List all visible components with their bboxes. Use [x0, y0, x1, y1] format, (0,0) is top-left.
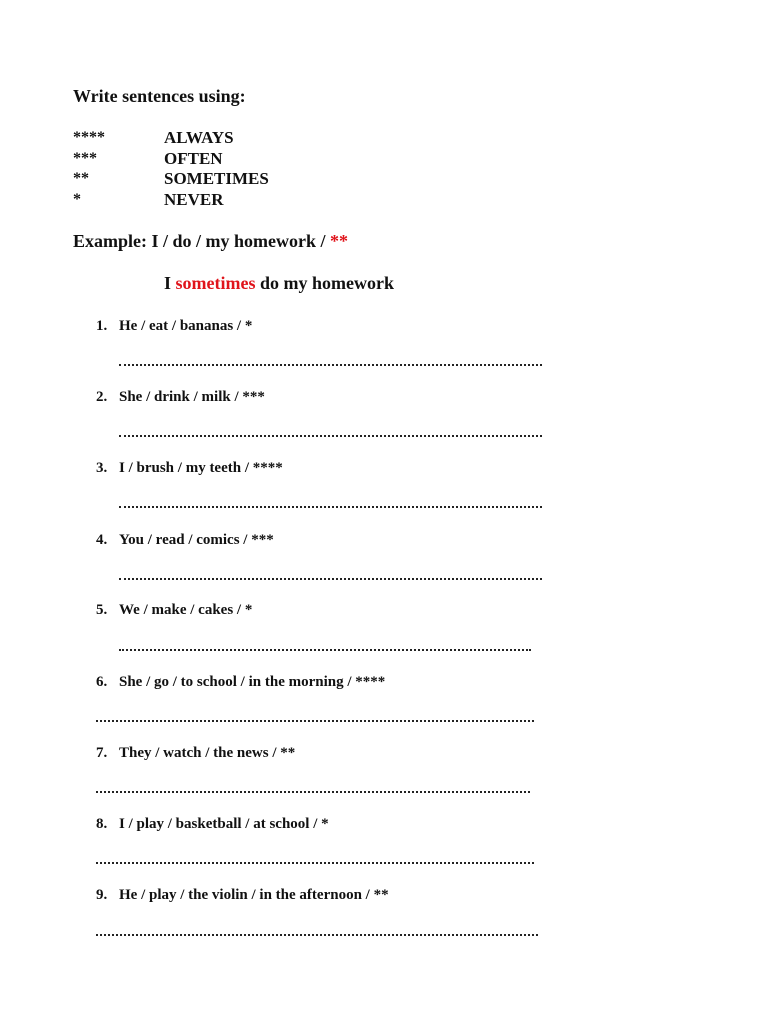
legend-stars: **	[73, 170, 89, 187]
answer-line-7[interactable]	[96, 785, 530, 793]
legend-word: SOMETIMES	[164, 169, 269, 188]
legend-stars: ****	[73, 129, 105, 146]
item-prompt: She / go / to school / in the morning / ****	[119, 674, 386, 690]
item-prompt: You / read / comics / ***	[119, 532, 274, 548]
example-prompt-stars: **	[330, 231, 349, 251]
legend-stars: ***	[73, 150, 97, 167]
answer-line-1[interactable]	[119, 358, 542, 366]
item-prompt: He / eat / bananas / *	[119, 318, 253, 334]
answer-line-2[interactable]	[119, 429, 542, 437]
legend-stars: *	[73, 191, 81, 208]
exercise-item-9	[96, 885, 389, 905]
item-prompt: I / brush / my teeth / ****	[119, 460, 283, 476]
legend-word: ALWAYS	[164, 128, 234, 147]
item-number: 8.	[96, 816, 108, 832]
example-answer-highlight: sometimes	[175, 273, 256, 293]
answer-line-9[interactable]	[96, 928, 538, 936]
item-prompt: We / make / cakes / *	[119, 602, 253, 618]
answer-line-5[interactable]	[119, 643, 531, 651]
item-prompt: They / watch / the news / **	[119, 745, 296, 761]
example-prompt	[73, 229, 348, 253]
exercise-item-8	[96, 814, 329, 834]
exercise-item-5	[96, 600, 252, 620]
legend-word: OFTEN	[164, 149, 223, 168]
answer-line-8[interactable]	[96, 856, 534, 864]
worksheet-instruction: Write sentences using:	[73, 86, 246, 106]
exercise-item-6	[96, 672, 385, 692]
exercise-item-4	[96, 530, 274, 550]
item-number: 3.	[96, 460, 108, 476]
item-prompt: She / drink / milk / ***	[119, 389, 265, 405]
item-number: 5.	[96, 602, 108, 618]
example-answer-before: I	[164, 273, 176, 293]
item-number: 1.	[96, 318, 108, 334]
exercise-item-2	[96, 387, 265, 407]
answer-line-4[interactable]	[119, 572, 542, 580]
example-answer-after: do my homework	[255, 273, 394, 293]
example-answer	[164, 271, 394, 295]
answer-line-6[interactable]	[96, 714, 534, 722]
exercise-item-3	[96, 458, 283, 478]
item-number: 7.	[96, 745, 108, 761]
item-number: 4.	[96, 532, 108, 548]
answer-line-3[interactable]	[119, 500, 542, 508]
item-number: 2.	[96, 389, 108, 405]
item-prompt: I / play / basketball / at school / *	[119, 816, 329, 832]
legend-word: NEVER	[164, 190, 224, 209]
item-number: 6.	[96, 674, 108, 690]
item-prompt: He / play / the violin / in the afternoon / **	[119, 887, 389, 903]
exercise-item-1	[96, 316, 252, 336]
example-prompt-text: Example: I / do / my homework /	[73, 231, 331, 251]
item-number: 9.	[96, 887, 108, 903]
exercise-item-7	[96, 743, 295, 763]
